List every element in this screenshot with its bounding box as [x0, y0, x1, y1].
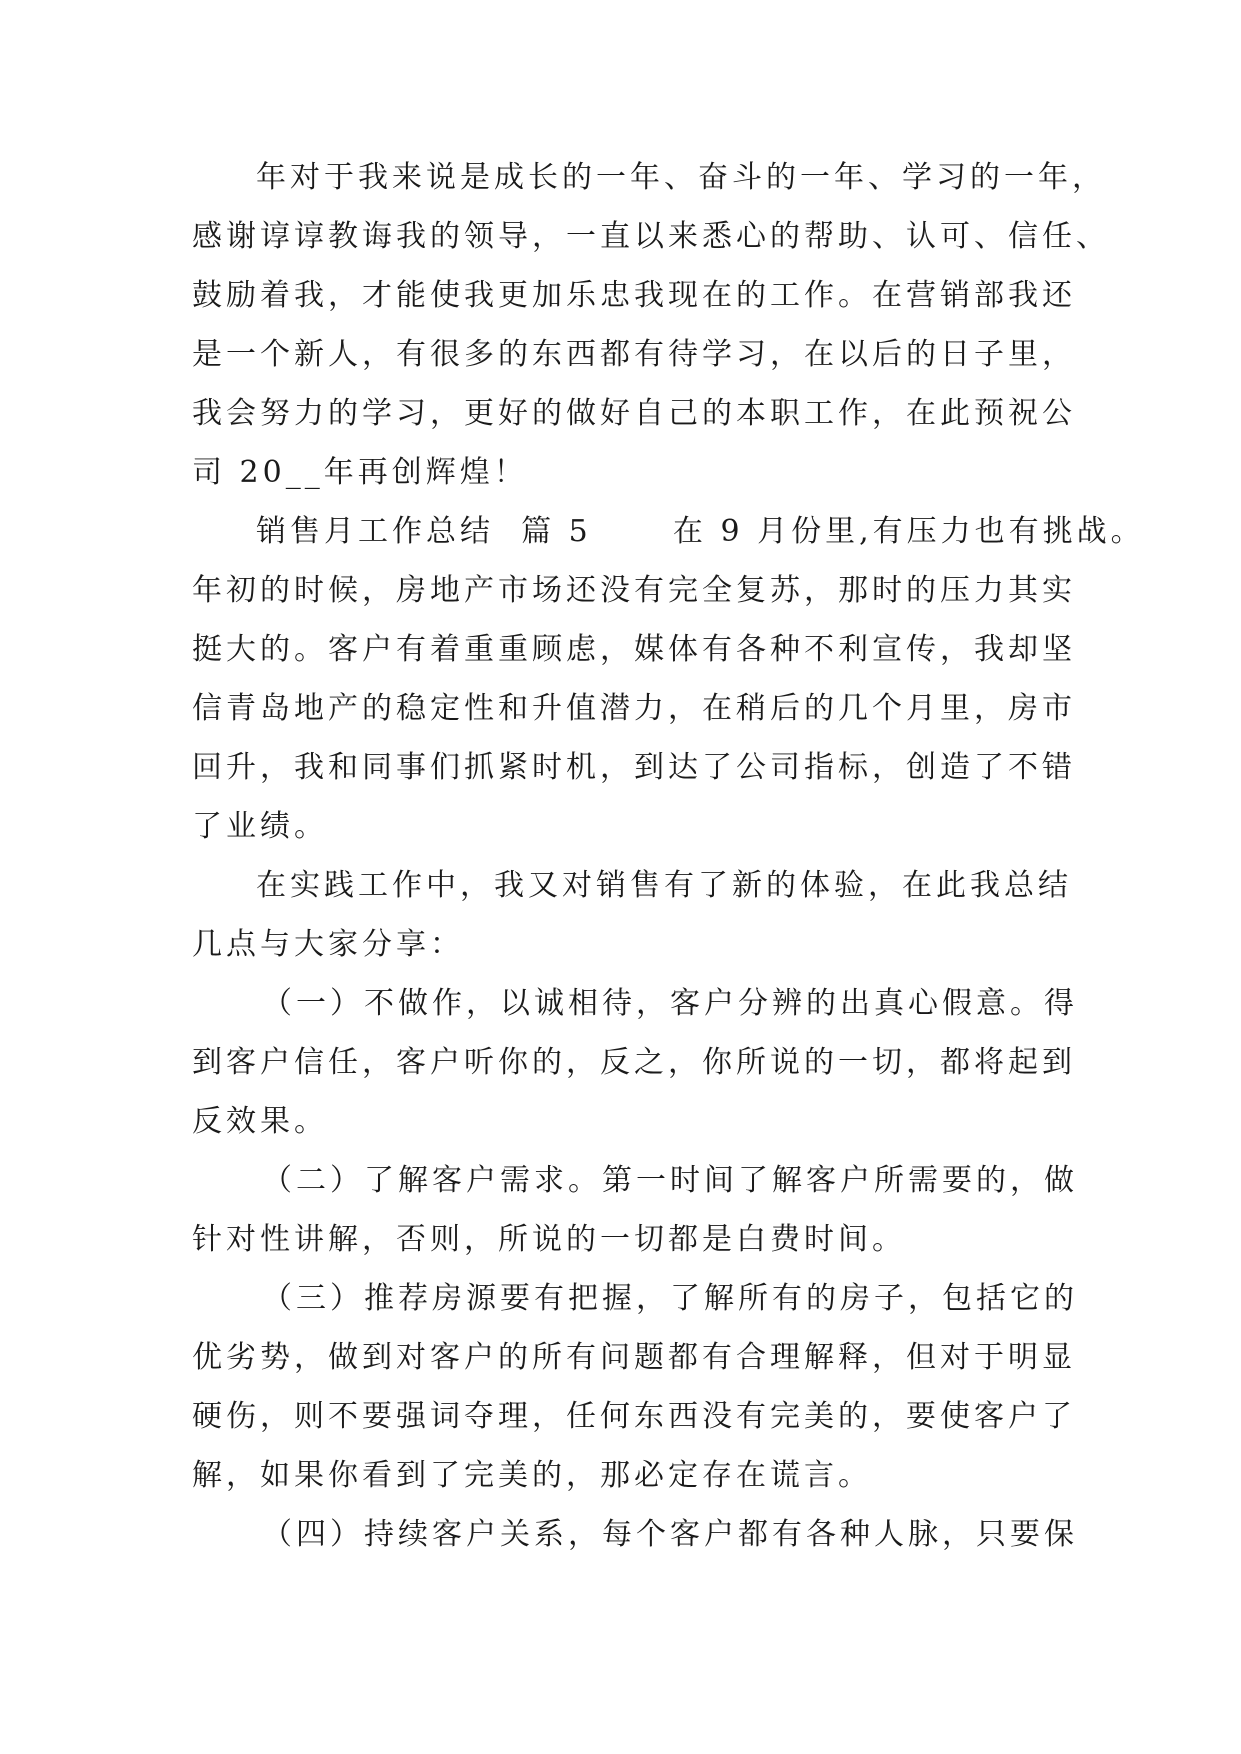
text-line: 信青岛地产的稳定性和升值潜力，在稍后的几个月里，房市 — [192, 691, 1076, 726]
paragraph-point-1 — [192, 974, 1078, 1151]
text-line: 针对性讲解，否则，所说的一切都是白费时间。 — [192, 1222, 906, 1257]
text-line: 年对于我来说是成长的一年、奋斗的一年、学习的一年， — [256, 160, 1106, 195]
paragraph-experience — [192, 856, 1072, 974]
text-line: 几点与大家分享： — [192, 927, 464, 962]
text-line: 在实践工作中，我又对销售有了新的体验，在此我总结 — [256, 868, 1072, 903]
text-line: 回升，我和同事们抓紧时机，到达了公司指标，创造了不错 — [192, 750, 1076, 785]
text-line: 反效果。 — [192, 1104, 328, 1139]
paragraph-conclusion — [192, 148, 1110, 502]
paragraph-point-2 — [192, 1151, 1078, 1269]
text-line: 司 20__年再创辉煌！ — [192, 455, 528, 490]
text-line: （一）不做作，以诚相待，客户分辨的出真心假意。得 — [262, 986, 1078, 1021]
text-line: 年初的时候，房地产市场还没有完全复苏，那时的压力其实 — [192, 573, 1076, 608]
paragraph-point-3 — [192, 1269, 1078, 1505]
paragraph-section-5-intro — [192, 502, 1145, 856]
text-line: 鼓励着我，才能使我更加乐忠我现在的工作。在营销部我还 — [192, 278, 1076, 313]
section-heading-line: 销售月工作总结 篇 5 在 9 月份里,有压力也有挑战。 — [256, 514, 1145, 549]
text-line: （四）持续客户关系，每个客户都有各种人脉，只要保 — [262, 1517, 1078, 1552]
text-line: 解，如果你看到了完美的，那必定存在谎言。 — [192, 1458, 872, 1493]
paragraph-point-4 — [192, 1505, 1078, 1564]
text-line: （二）了解客户需求。第一时间了解客户所需要的，做 — [262, 1163, 1078, 1198]
text-line: 优劣势，做到对客户的所有问题都有合理解释，但对于明显 — [192, 1340, 1076, 1375]
text-line: 是一个新人，有很多的东西都有待学习，在以后的日子里， — [192, 337, 1076, 372]
text-line: （三）推荐房源要有把握，了解所有的房子，包括它的 — [262, 1281, 1078, 1316]
document-body — [192, 148, 1145, 1564]
text-line: 我会努力的学习，更好的做好自己的本职工作，在此预祝公 — [192, 396, 1076, 431]
text-line: 了业绩。 — [192, 809, 328, 844]
text-line: 到客户信任，客户听你的，反之，你所说的一切，都将起到 — [192, 1045, 1076, 1080]
text-line: 挺大的。客户有着重重顾虑，媒体有各种不利宣传，我却坚 — [192, 632, 1076, 667]
text-line: 感谢谆谆教诲我的领导，一直以来悉心的帮助、认可、信任、 — [192, 219, 1110, 254]
text-line: 硬伤，则不要强词夺理，任何东西没有完美的，要使客户了 — [192, 1399, 1076, 1434]
